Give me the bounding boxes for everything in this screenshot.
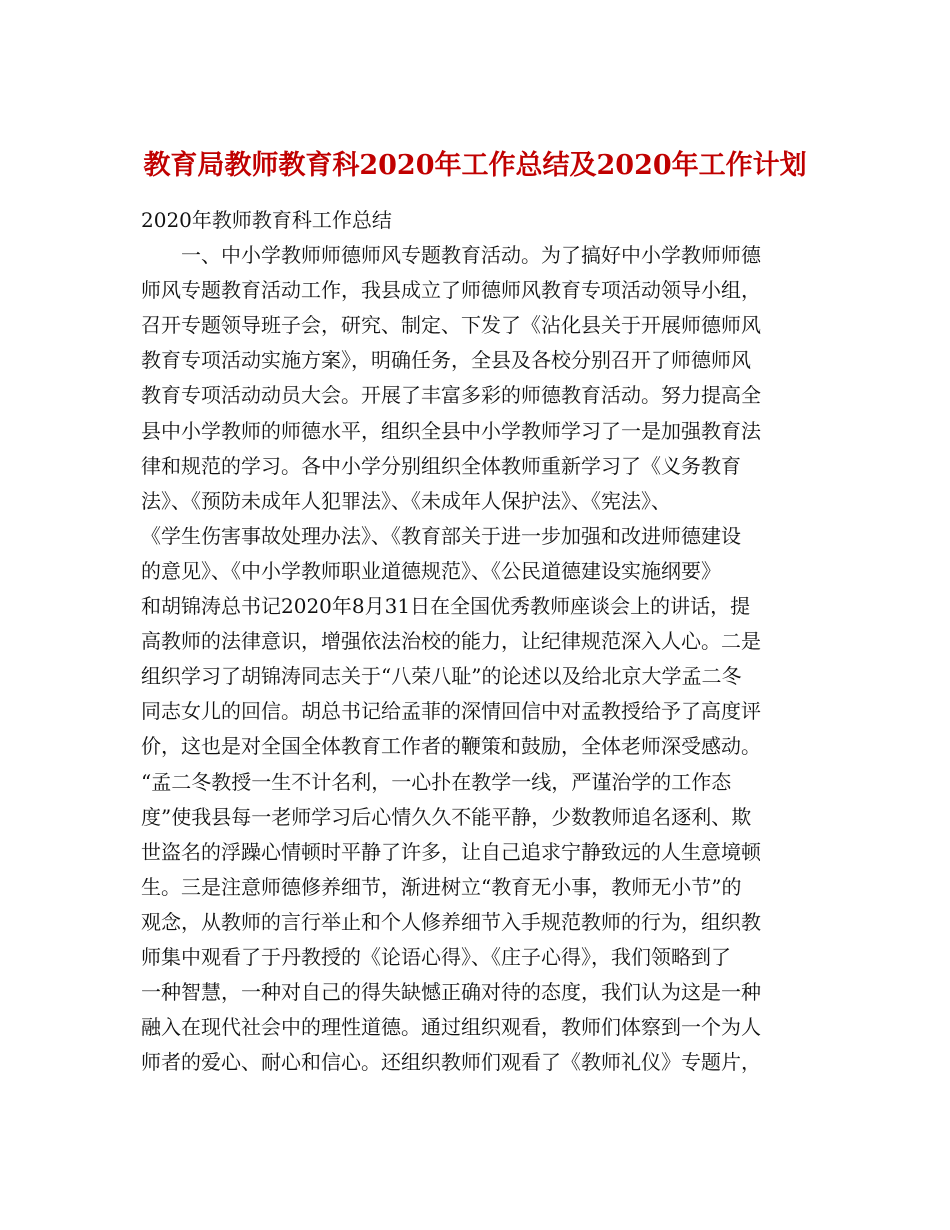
text-line: 的意见》、《中小学教师职业道德规范》、《公民道德建设实施纲要》 bbox=[141, 558, 721, 583]
text-line: 组织学习了胡锦涛同志关于“八荣八耻”的论述以及给北京大学孟二冬 bbox=[141, 664, 742, 689]
text-line: 高教师的法律意识，增强依法治校的能力，让纪律规范深入人心。二是 bbox=[141, 629, 761, 654]
text-line: 律和规范的学习。各中小学分别组织全体教师重新学习了《义务教育 bbox=[141, 453, 741, 478]
text-line: 教育专项活动实施方案》，明确任务，全县及各校分别召开了师德师风 bbox=[141, 348, 751, 373]
text-line: “孟二冬教授一生不计名利，一心扑在教学一线，严谨治学的工作态 bbox=[141, 769, 732, 794]
text-line: 师风专题教育活动工作，我县成立了师德师风教育专项活动领导小组， bbox=[141, 278, 761, 303]
text-line: 师集中观看了于丹教授的《论语心得》、《庄子心得》，我们领略到了 bbox=[141, 944, 731, 969]
text-line: 师者的爱心、耐心和信心。还组织教师们观看了《教师礼仪》专题片， bbox=[141, 1050, 761, 1075]
text-line: 度”使我县每一老师学习后心情久久不能平静，少数教师追名逐利、欺 bbox=[141, 804, 752, 829]
text-line: 融入在现代社会中的理性道德。通过组织观看，教师们体察到一个为人 bbox=[141, 1015, 761, 1040]
text-line: 教育专项活动动员大会。开展了丰富多彩的师德教育活动。努力提高全 bbox=[141, 383, 761, 408]
section-heading: 2020年教师教育科工作总结 bbox=[141, 208, 392, 232]
text-line: 召开专题领导班子会，研究、制定、下发了《沾化县关于开展师德师风 bbox=[141, 313, 761, 338]
text-line: 一、中小学教师师德师风专题教育活动。为了搞好中小学教师师德 bbox=[141, 243, 761, 268]
body-paragraph bbox=[141, 238, 821, 1080]
text-line: 同志女儿的回信。胡总书记给孟菲的深情回信中对孟教授给予了高度评 bbox=[141, 699, 761, 724]
text-line: 生。三是注意师德修养细节，渐进树立“教育无小事，教师无小节”的 bbox=[141, 874, 742, 899]
text-line: 《学生伤害事故处理办法》、《教育部关于进一步加强和改进师德建设 bbox=[141, 523, 741, 548]
text-line: 一种智慧，一种对自己的得失缺憾正确对待的态度，我们认为这是一种 bbox=[141, 980, 761, 1005]
text-line: 和胡锦涛总书记2020年8月31日在全国优秀教师座谈会上的讲话，提 bbox=[141, 594, 751, 619]
text-line: 法》、《预防未成年人犯罪法》、《未成年人保护法》、《宪法》、 bbox=[141, 488, 671, 513]
text-line: 世盗名的浮躁心情顿时平静了许多，让自己追求宁静致远的人生意境顿 bbox=[141, 839, 761, 864]
text-line: 观念，从教师的言行举止和个人修养细节入手规范教师的行为，组织教 bbox=[141, 909, 761, 934]
text-line: 价，这也是对全国全体教育工作者的鞭策和鼓励，全体老师深受感动。 bbox=[141, 734, 761, 759]
document-title: 教育局教师教育科2020年工作总结及2020年工作计划 bbox=[143, 150, 807, 182]
text-line: 县中小学教师的师德水平，组织全县中小学教师学习了一是加强教育法 bbox=[141, 418, 761, 443]
document-body bbox=[141, 203, 821, 1080]
